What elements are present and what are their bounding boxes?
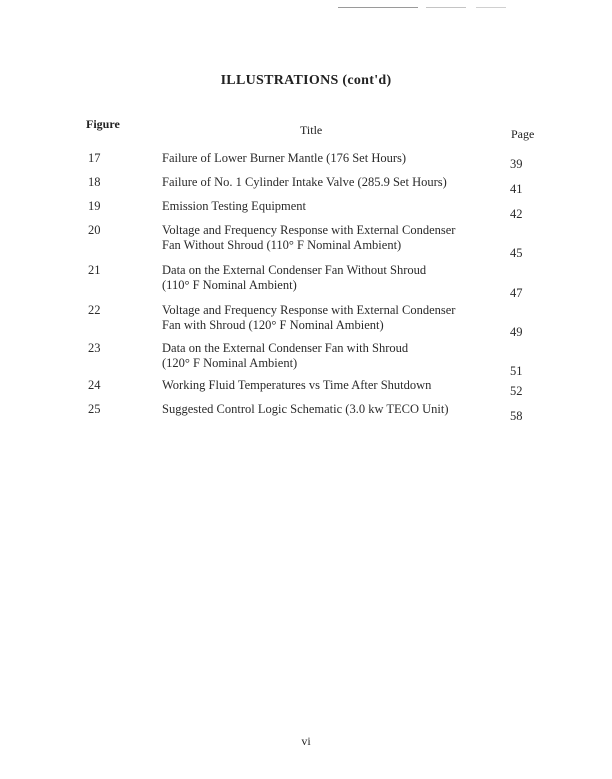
page-ref: 52 (510, 384, 523, 398)
page-ref: 42 (510, 207, 523, 221)
figure-number: 25 (88, 402, 101, 416)
page-ref: 41 (510, 182, 523, 196)
figure-title: Emission Testing Equipment (162, 199, 307, 213)
figure-title: Failure of Lower Burner Mantle (176 Set Hours) (162, 151, 407, 165)
figure-title: Data on the External Condenser Fan Without Shroud (110° F Nominal Ambient) (162, 263, 427, 292)
column-header-title: Title (300, 123, 323, 137)
figure-number: 24 (88, 378, 101, 392)
figure-title: Data on the External Condenser Fan with Shroud (120° F Nominal Ambient) (162, 341, 409, 370)
page-ref: 49 (510, 325, 523, 339)
page-ref: 45 (510, 246, 523, 260)
figure-number: 20 (88, 223, 101, 237)
figure-title: Working Fluid Temperatures vs Time After Shutdown (162, 378, 432, 392)
figure-number: 17 (88, 151, 101, 165)
figure-title: Voltage and Frequency Response with External Condenser Fan Without Shroud (110° F Nominal Ambient) (162, 223, 456, 252)
column-header-page: Page (511, 127, 535, 141)
page-ref: 39 (510, 157, 523, 171)
figure-title: Failure of No. 1 Cylinder Intake Valve (285.9 Set Hours) (162, 175, 447, 189)
figure-number: 23 (88, 341, 101, 355)
figure-number: 21 (88, 263, 101, 277)
page-ref: 58 (510, 409, 523, 423)
column-header-figure: Figure (86, 117, 120, 131)
page-ref: 47 (510, 286, 523, 300)
page-number: vi (301, 734, 311, 748)
figure-number: 19 (88, 199, 101, 213)
figure-title: Voltage and Frequency Response with External Condenser Fan with Shroud (120° F Nominal Ambient) (162, 303, 456, 332)
figure-number: 22 (88, 303, 101, 317)
figure-title: Suggested Control Logic Schematic (3.0 kw TECO Unit) (162, 402, 449, 416)
page-title: ILLUSTRATIONS (cont'd) (220, 73, 392, 88)
figure-number: 18 (88, 175, 101, 189)
page-ref: 51 (510, 364, 523, 378)
